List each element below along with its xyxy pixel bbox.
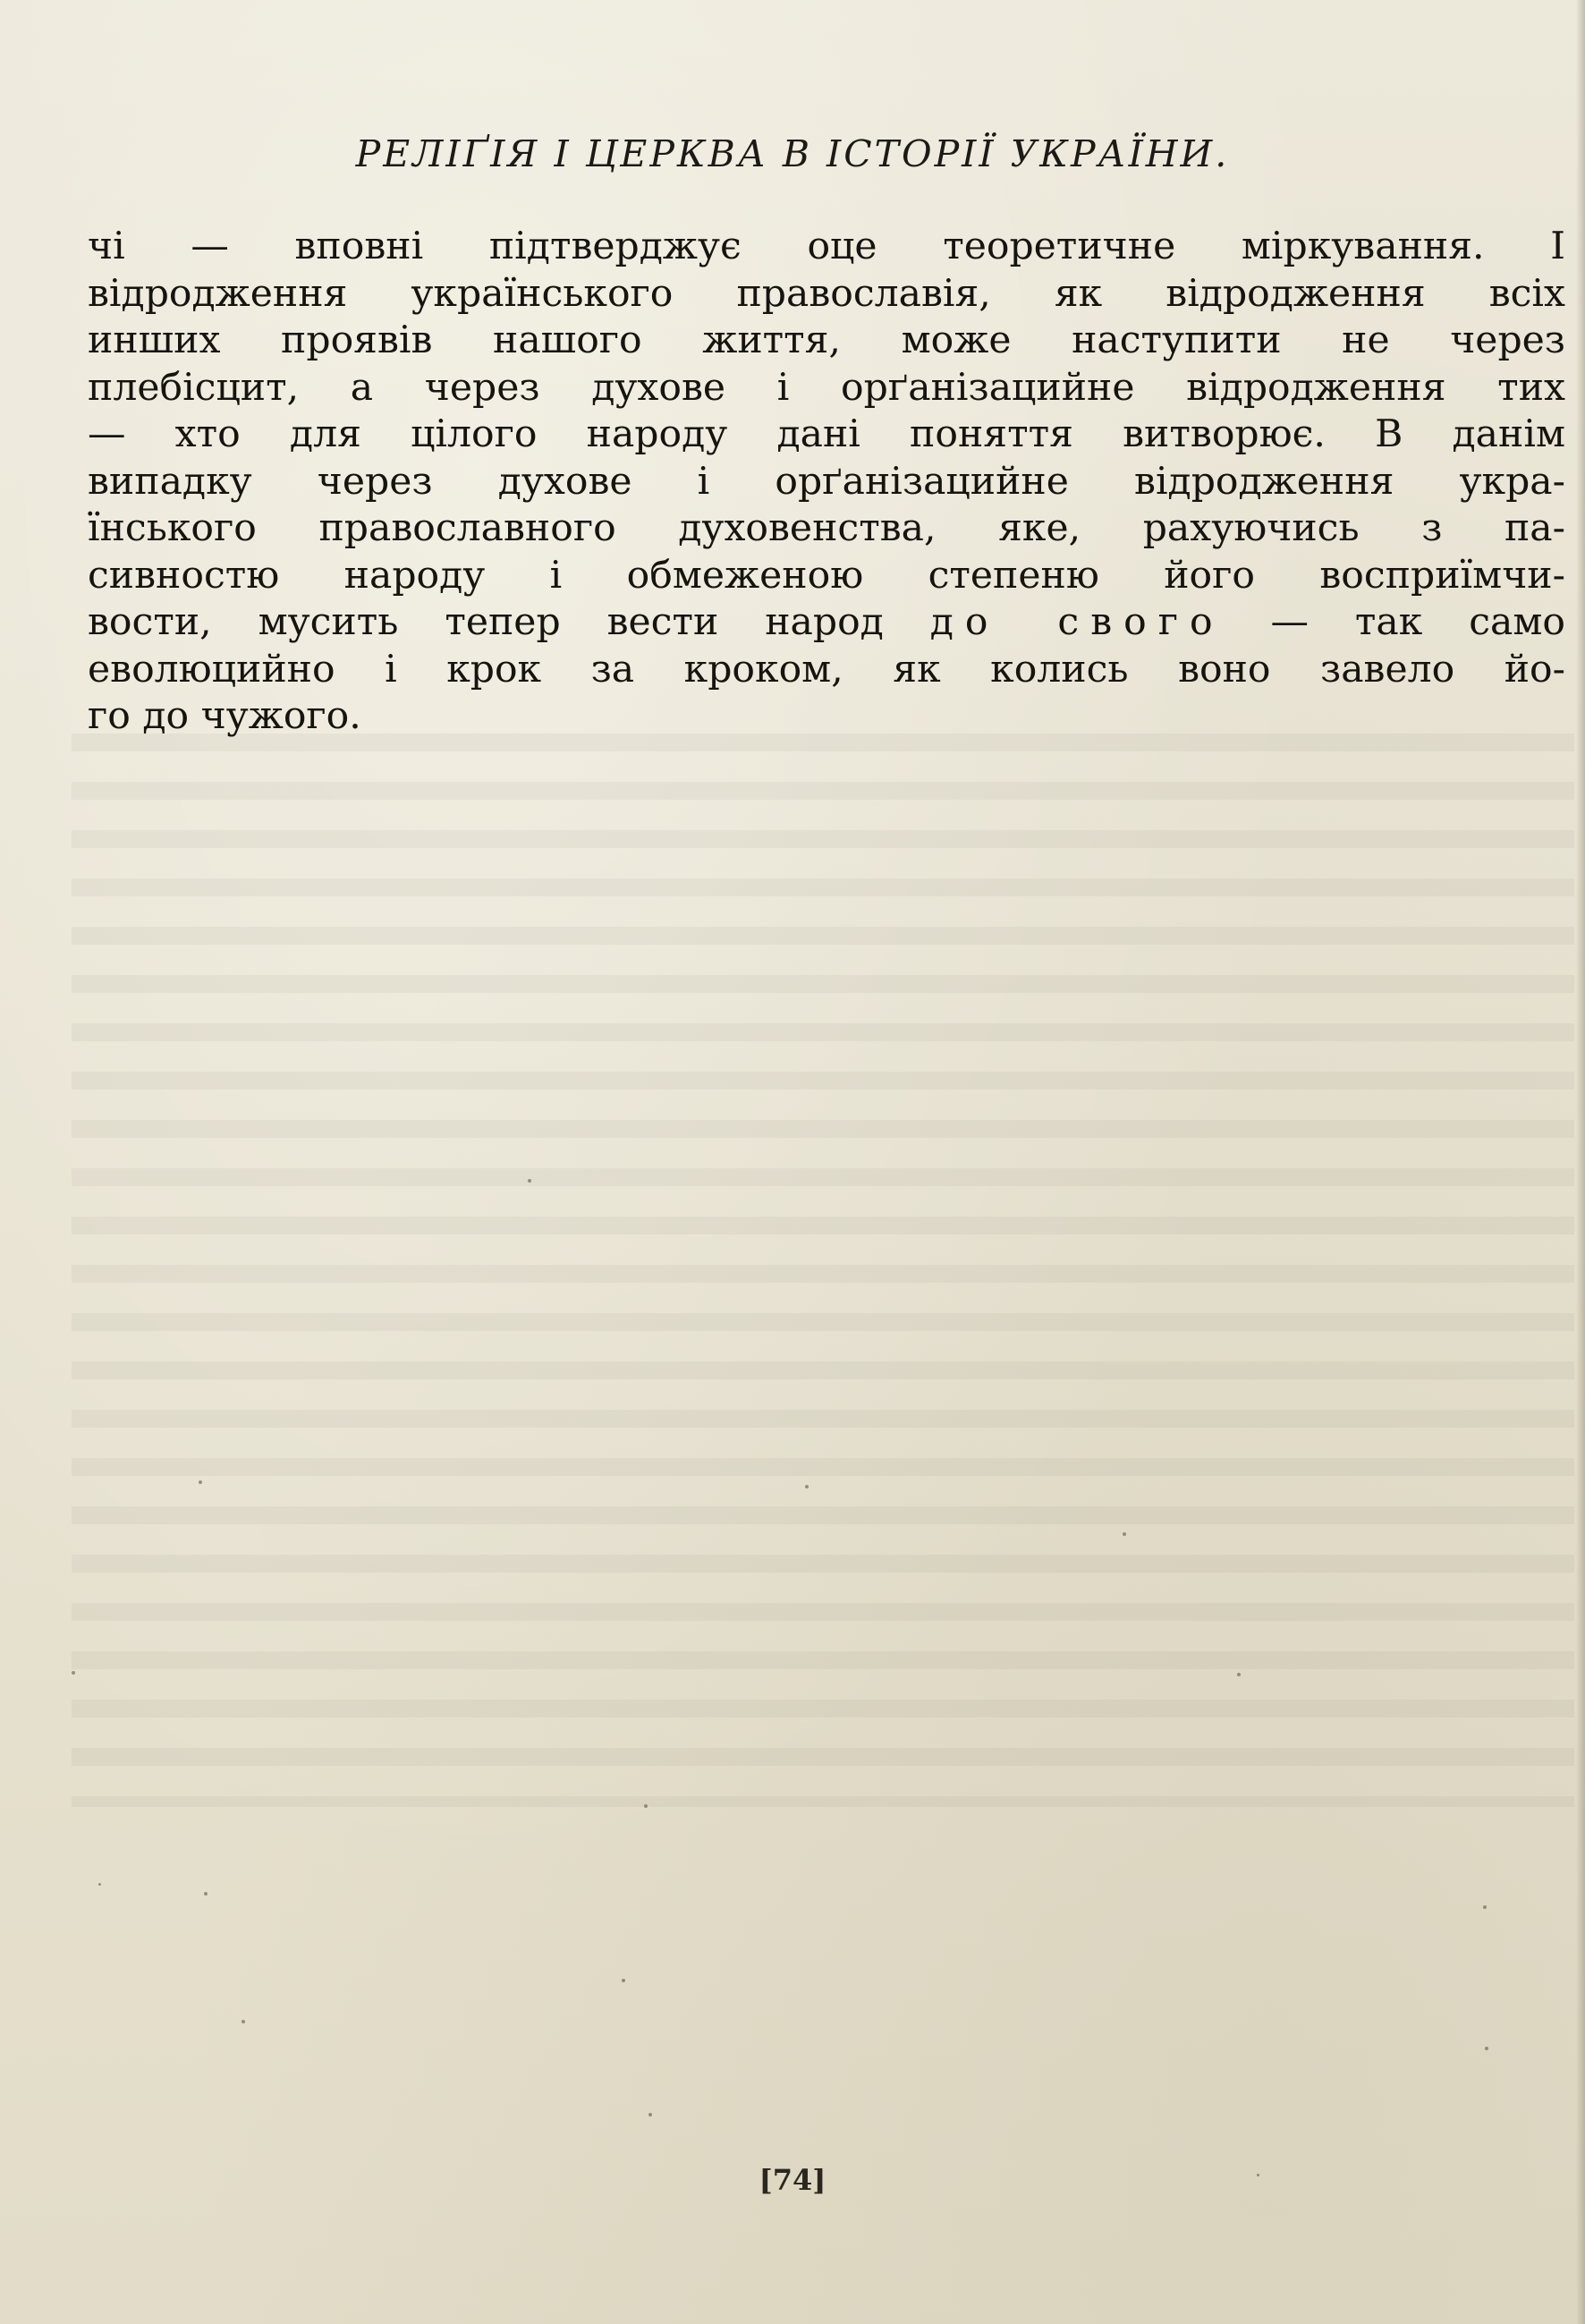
- page-number: [74]: [759, 2163, 826, 2197]
- dust-speck: [648, 2113, 652, 2116]
- text-line-9-start: вости, мусить тепер вести народ: [88, 600, 884, 644]
- text-line-11: го до чужого.: [88, 694, 361, 738]
- bleed-through-texture: [72, 734, 1574, 1807]
- dust-speck: [528, 1179, 531, 1183]
- dust-speck: [1123, 1532, 1126, 1536]
- dust-speck: [199, 1480, 202, 1484]
- text-line-1: чі — вповні підтверджує оце теоретичне міркування. І: [88, 225, 1565, 268]
- dust-speck: [805, 1485, 809, 1489]
- dust-speck: [98, 1883, 101, 1886]
- text-line-3: инших проявів нашого життя, може наступити не через: [88, 318, 1565, 362]
- dust-speck: [1257, 2174, 1259, 2176]
- running-title: РЕЛІҐІЯ І ЦЕРКВА В ІСТОРІЇ УКРАЇНИ.: [355, 132, 1230, 175]
- body-text: [88, 224, 1565, 741]
- dust-speck: [204, 1892, 208, 1896]
- text-line-7: їнського православного духовенства, яке, рахуючись з па-: [88, 506, 1565, 550]
- page-edge-shadow: [1576, 0, 1585, 2324]
- text-line-9-end: — так само: [1270, 600, 1565, 644]
- text-line-6: випадку через духове і орґанізацийне відродження укра-: [88, 459, 1565, 504]
- dust-speck: [1483, 1905, 1487, 1909]
- dust-speck: [1485, 2047, 1488, 2050]
- dust-speck: [622, 1979, 625, 1982]
- dust-speck: [644, 1804, 648, 1808]
- dust-speck: [1237, 1673, 1241, 1676]
- text-line-8: сивностю народу і обмеженою степеню його восприїмчи-: [88, 553, 1565, 598]
- text-line-4: плебісцит, а через духове і орґанізацийне відродження тих: [88, 365, 1565, 410]
- text-line-5: — хто для цілого народу дані поняття витворює. В данім: [88, 412, 1565, 456]
- text-line-10: еволюцийно і крок за кроком, як колись воно завело йо-: [88, 647, 1565, 691]
- text-line-2: відродження українського православія, як відродження всіх: [88, 271, 1565, 316]
- emphasized-phrase: до свого: [929, 600, 1225, 644]
- dust-speck: [72, 1671, 75, 1675]
- dust-speck: [242, 2020, 245, 2023]
- text-line-9: [88, 599, 1565, 647]
